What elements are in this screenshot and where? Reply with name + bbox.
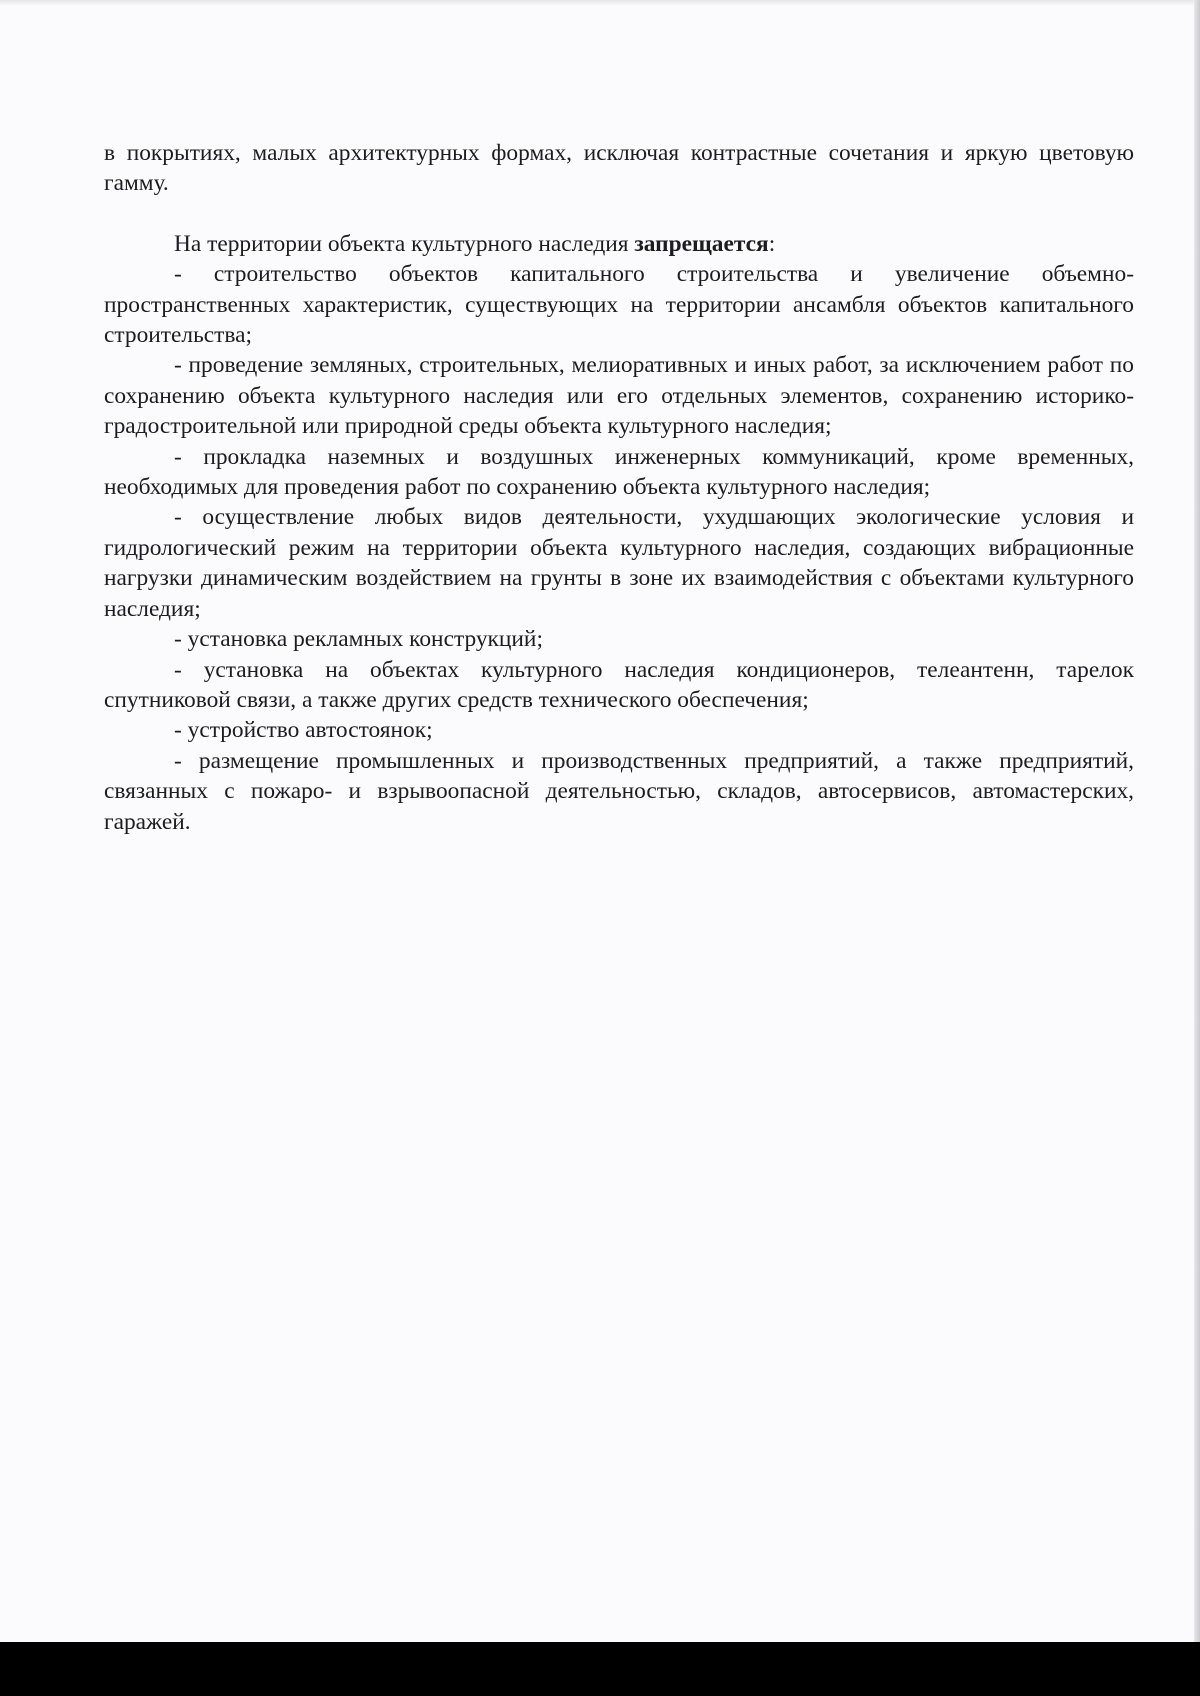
list-item-communications: - прокладка наземных и воздушных инженерных коммуникаций, кроме временных, необходимых для проведения работ по сохранению объекта культурного наследия;	[104, 443, 1134, 501]
list-item-construction: - строительство объектов капитального строительства и увеличение объемно-пространственных характеристик, существующих на территории ансамбля объектов капитального строительства;	[104, 261, 1134, 349]
intro-bold-word: запрещается	[634, 230, 769, 257]
list-item-activities: - осуществление любых видов деятельности, ухудшающих экологические условия и гидрологический режим на территории объекта культурного наследия, создающих вибрационные нагрузки динамическим воздействием на грунты в зоне их взаимодействия с объектами культурного наследия;	[104, 504, 1134, 622]
intro-colon: :	[768, 230, 776, 257]
paragraph-continuation: в покрытиях, малых архитектурных формах, исключая контрастные сочетания и яркую цветовую гамму.	[104, 140, 1134, 197]
list-item-equipment: - установка на объектах культурного наследия кондиционеров, телеантенн, тарелок спутниковой связи, а также других средств технического обеспечения;	[104, 656, 1134, 713]
document-body	[104, 138, 1134, 837]
page-top-edge	[0, 0, 1200, 6]
paragraph-prohibitions-intro	[104, 229, 1134, 259]
page-right-edge	[1194, 0, 1200, 1642]
list-item-earthworks: - проведение земляных, строительных, мелиоративных и иных работ, за исключением работ по сохранению объекта культурного наследия или его отдельных элементов, сохранению историко-градостроительной или природной среды объекта культурного наследия;	[104, 352, 1134, 440]
list-item-advertising: - установка рекламных конструкций;	[174, 626, 543, 653]
intro-text: На территории объекта культурного наследия	[174, 230, 635, 257]
list-item-parking: - устройство автостоянок;	[174, 717, 433, 744]
list-item-enterprises: - размещение промышленных и производственных предприятий, а также предприятий, связанных с пожаро- и взрывоопасной деятельностью, складов, автосервисов, автомастерских, гаражей.	[104, 747, 1134, 835]
scan-bottom-bar	[0, 1642, 1200, 1696]
